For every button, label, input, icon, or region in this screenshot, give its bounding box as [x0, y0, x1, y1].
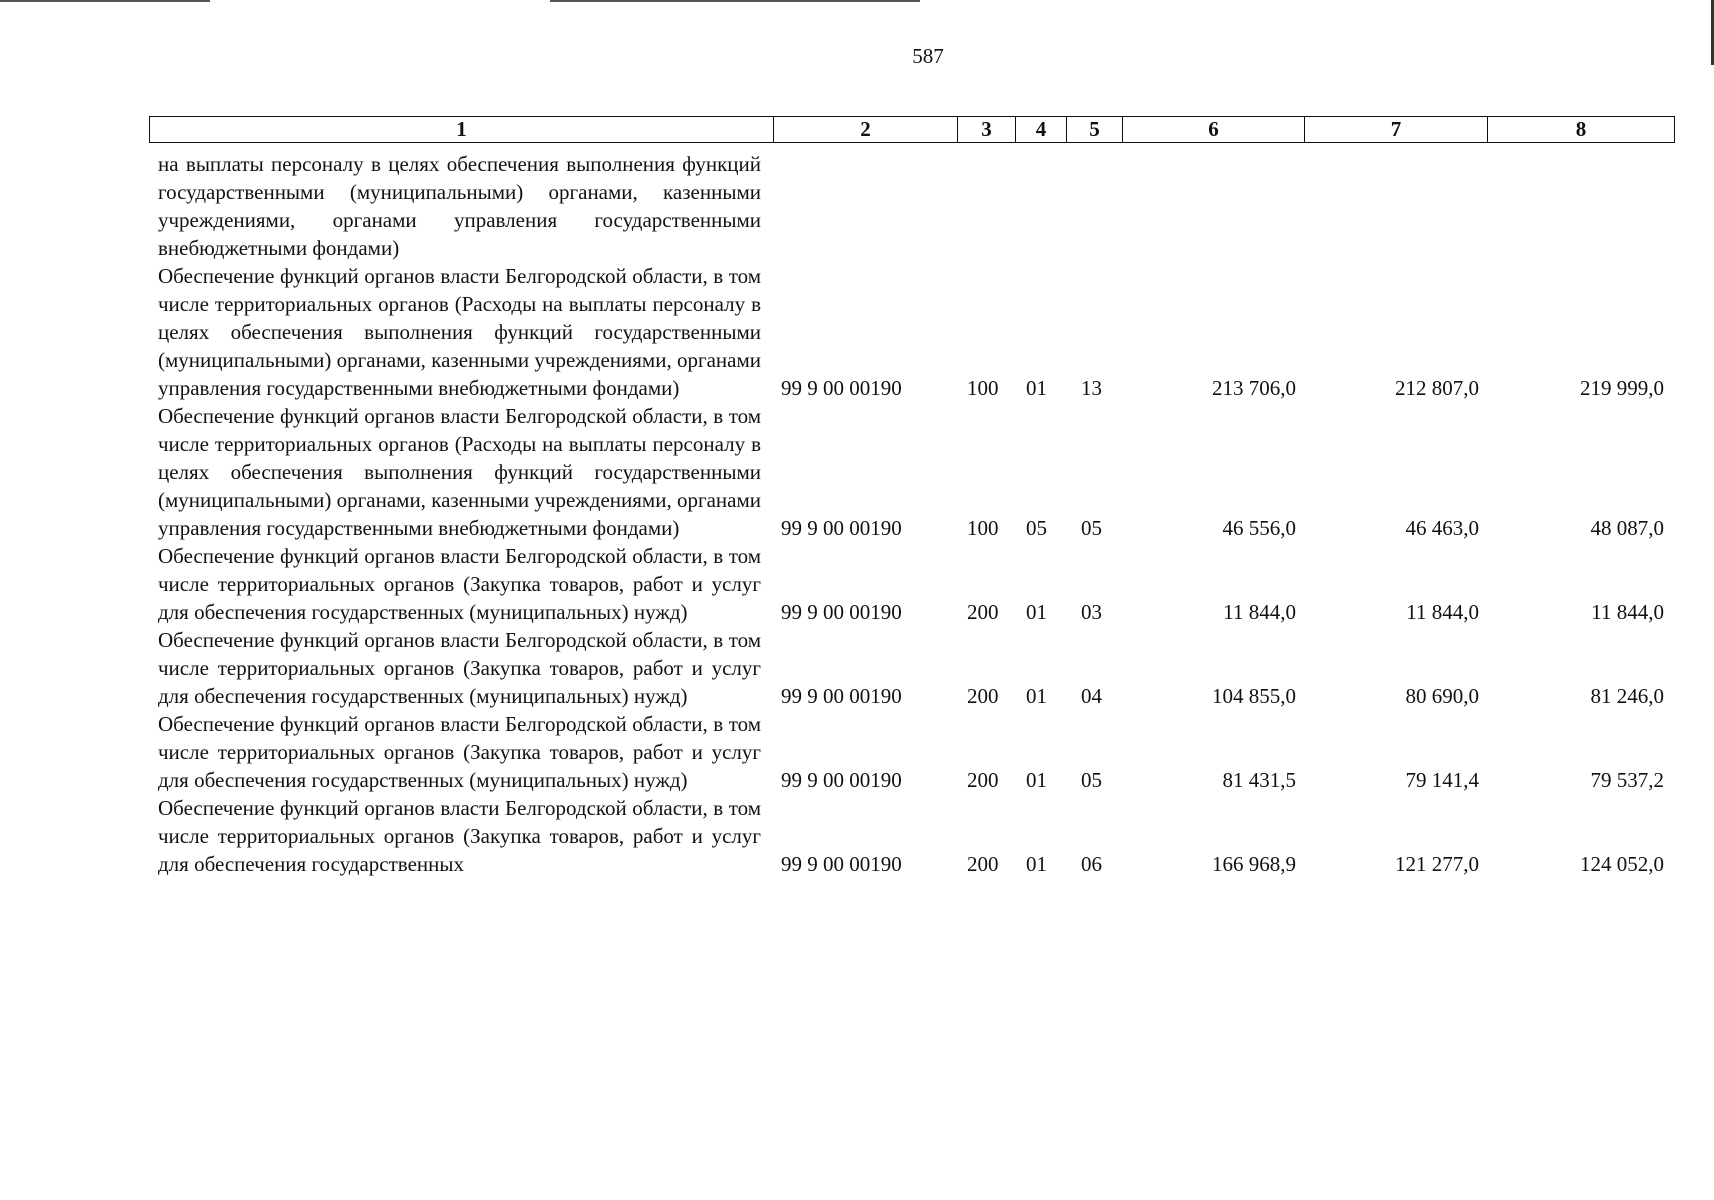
row-col-5: 04 — [1081, 684, 1102, 708]
row-col-3: 200 — [967, 852, 999, 876]
row-col-4: 01 — [1026, 852, 1047, 876]
header-col-8: 8 — [1575, 117, 1587, 141]
row-col-5: 05 — [1081, 768, 1102, 792]
row-col-6: 166 968,9 — [1212, 852, 1296, 876]
row-target-code: 99 9 00 00190 — [781, 852, 902, 876]
table-header — [149, 116, 1675, 143]
row-description: Обеспечение функций органов власти Белгородской области, в том числе территориальных органов (Закупка товаров, работ и услуг для обеспечения государственных — [158, 796, 761, 876]
header-col-6: 6 — [1123, 117, 1305, 142]
row-target-code: 99 9 00 00190 — [781, 516, 902, 540]
table-row — [0, 710, 1664, 794]
row-description: Обеспечение функций органов власти Белгородской области, в том числе территориальных органов (Расходы на выплаты персоналу в целях обеспечения выполнения функций государственными (муниципальными) органами, казенными учреждениями, органами управления государственными внебюджетными фондами) — [158, 404, 761, 540]
row-col-7: 80 690,0 — [1405, 684, 1479, 708]
row-col-8: 124 052,0 — [1580, 852, 1664, 876]
row-col-7: 46 463,0 — [1405, 516, 1479, 540]
table-row — [0, 150, 761, 262]
row-col-7: 79 141,4 — [1405, 768, 1479, 792]
row-description: на выплаты персоналу в целях обеспечения выполнения функций государственными (муниципальными) органами, казенными учреждениями, органами управления государственными внебюджетными фондами) — [158, 152, 761, 260]
row-target-code: 99 9 00 00190 — [781, 684, 902, 708]
table-row — [0, 262, 1664, 402]
table-body — [0, 150, 1664, 878]
row-col-5: 13 — [1081, 376, 1102, 400]
row-col-7: 212 807,0 — [1395, 376, 1479, 400]
row-col-3: 100 — [967, 376, 999, 400]
row-col-8: 48 087,0 — [1590, 516, 1664, 540]
row-description: Обеспечение функций органов власти Белгородской области, в том числе территориальных органов (Расходы на выплаты персоналу в целях обеспечения выполнения функций государственными (муниципальными) органами, казенными учреждениями, органами управления государственными внебюджетными фондами) — [158, 264, 761, 400]
row-col-4: 01 — [1026, 600, 1047, 624]
table-row — [0, 794, 1664, 878]
row-col-5: 06 — [1081, 852, 1102, 876]
row-target-code: 99 9 00 00190 — [781, 768, 902, 792]
row-col-6: 46 556,0 — [1222, 516, 1296, 540]
table-row — [0, 402, 1664, 542]
row-col-3: 100 — [967, 516, 999, 540]
row-col-3: 200 — [967, 600, 999, 624]
row-col-3: 200 — [967, 768, 999, 792]
row-col-4: 05 — [1026, 516, 1047, 540]
row-col-4: 01 — [1026, 376, 1047, 400]
row-col-8: 81 246,0 — [1590, 684, 1664, 708]
row-col-5: 03 — [1081, 600, 1102, 624]
row-col-4: 01 — [1026, 684, 1047, 708]
top-rule-center — [550, 0, 920, 2]
row-col-8: 11 844,0 — [1591, 600, 1664, 624]
row-col-8: 79 537,2 — [1590, 768, 1664, 792]
row-col-6: 81 431,5 — [1222, 768, 1296, 792]
row-target-code: 99 9 00 00190 — [781, 376, 902, 400]
row-col-4: 01 — [1026, 768, 1047, 792]
row-col-6: 11 844,0 — [1223, 600, 1296, 624]
top-rule-left — [0, 0, 210, 2]
row-col-3: 200 — [967, 684, 999, 708]
header-col-5: 5 — [1067, 117, 1123, 142]
row-col-6: 104 855,0 — [1212, 684, 1296, 708]
header-col-3: 3 — [958, 117, 1016, 142]
row-col-7: 11 844,0 — [1406, 600, 1479, 624]
row-target-code: 99 9 00 00190 — [781, 600, 902, 624]
row-col-5: 05 — [1081, 516, 1102, 540]
table-row — [0, 626, 1664, 710]
row-description: Обеспечение функций органов власти Белгородской области, в том числе территориальных органов (Закупка товаров, работ и услуг для обеспечения государственных (муниципальных) нужд) — [158, 628, 761, 708]
header-col-4: 4 — [1016, 117, 1067, 142]
header-col-1: 1 — [150, 117, 774, 142]
header-col-7: 7 — [1305, 117, 1488, 142]
row-description: Обеспечение функций органов власти Белгородской области, в том числе территориальных органов (Закупка товаров, работ и услуг для обеспечения государственных (муниципальных) нужд) — [158, 544, 761, 624]
row-col-7: 121 277,0 — [1395, 852, 1479, 876]
row-description: Обеспечение функций органов власти Белгородской области, в том числе территориальных органов (Закупка товаров, работ и услуг для обеспечения государственных (муниципальных) нужд) — [158, 712, 761, 792]
page-number: 587 — [912, 44, 944, 68]
row-col-8: 219 999,0 — [1580, 376, 1664, 400]
header-col-2: 2 — [774, 117, 958, 142]
table-row — [0, 542, 1664, 626]
row-col-6: 213 706,0 — [1212, 376, 1296, 400]
